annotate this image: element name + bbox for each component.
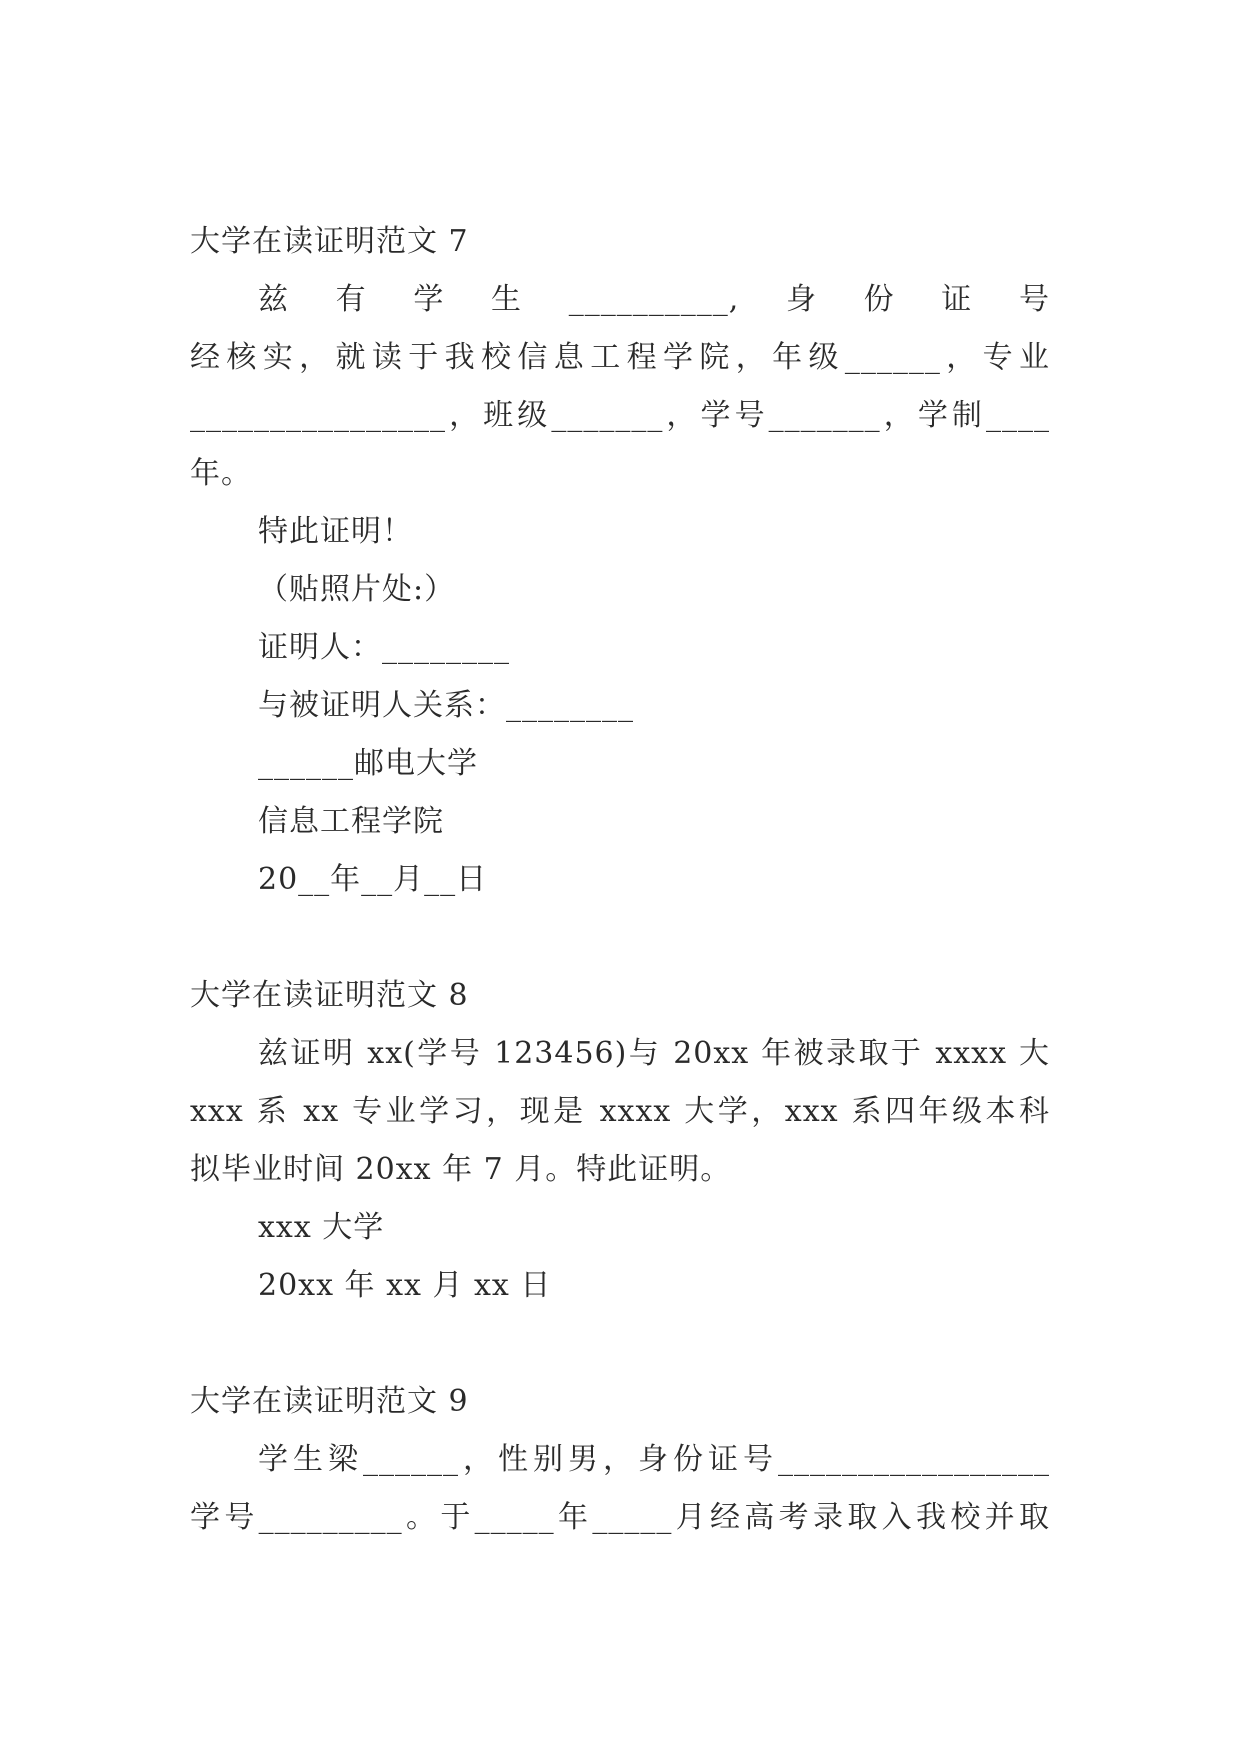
section-9-body-line-2: 学号_________。于_____年_____月经高考录取入我校并取: [190, 1500, 1050, 1535]
section-9-body-line-1: 学生梁______，性别男，身份证号_________________: [258, 1442, 1050, 1477]
section-7-line-2: （贴照片处:）: [258, 572, 456, 607]
section-8-title: 大学在读证明范文 8: [190, 978, 469, 1013]
section-7-line-1: 特此证明！: [258, 514, 413, 549]
section-7-line-3: 证明人：________: [258, 630, 510, 665]
section-8-body-line-2: xxx 系 xx 专业学习，现是 xxxx 大学，xxx 系四年级本科: [190, 1094, 1050, 1129]
section-8-line-1: xxx 大学: [258, 1210, 385, 1245]
section-7-line-6: 信息工程学院: [258, 804, 444, 839]
section-7-body-line-1: 兹有学生__________,身份证号: [258, 282, 1050, 317]
section-9-title: 大学在读证明范文 9: [190, 1384, 469, 1419]
section-7-title: 大学在读证明范文 7: [190, 224, 469, 259]
section-7-line-7: 20__年__月__日: [258, 862, 488, 897]
section-8-line-2: 20xx 年 xx 月 xx 日: [258, 1268, 552, 1303]
section-7-body-line-4: 年。: [190, 456, 252, 491]
section-7-line-4: 与被证明人关系：________: [258, 688, 634, 723]
section-7-body-line-2: 经核实，就读于我校信息工程学院，年级______，专业: [190, 340, 1050, 375]
section-7-body-line-3: ________________，班级_______，学号_______，学制____: [190, 398, 1050, 433]
section-8-body-line-3: 拟毕业时间 20xx 年 7 月。特此证明。: [190, 1152, 732, 1187]
section-8-body-line-1: 兹证明 xx(学号 123456)与 20xx 年被录取于 xxxx 大: [258, 1036, 1050, 1071]
section-7-line-5: ______邮电大学: [258, 746, 478, 781]
